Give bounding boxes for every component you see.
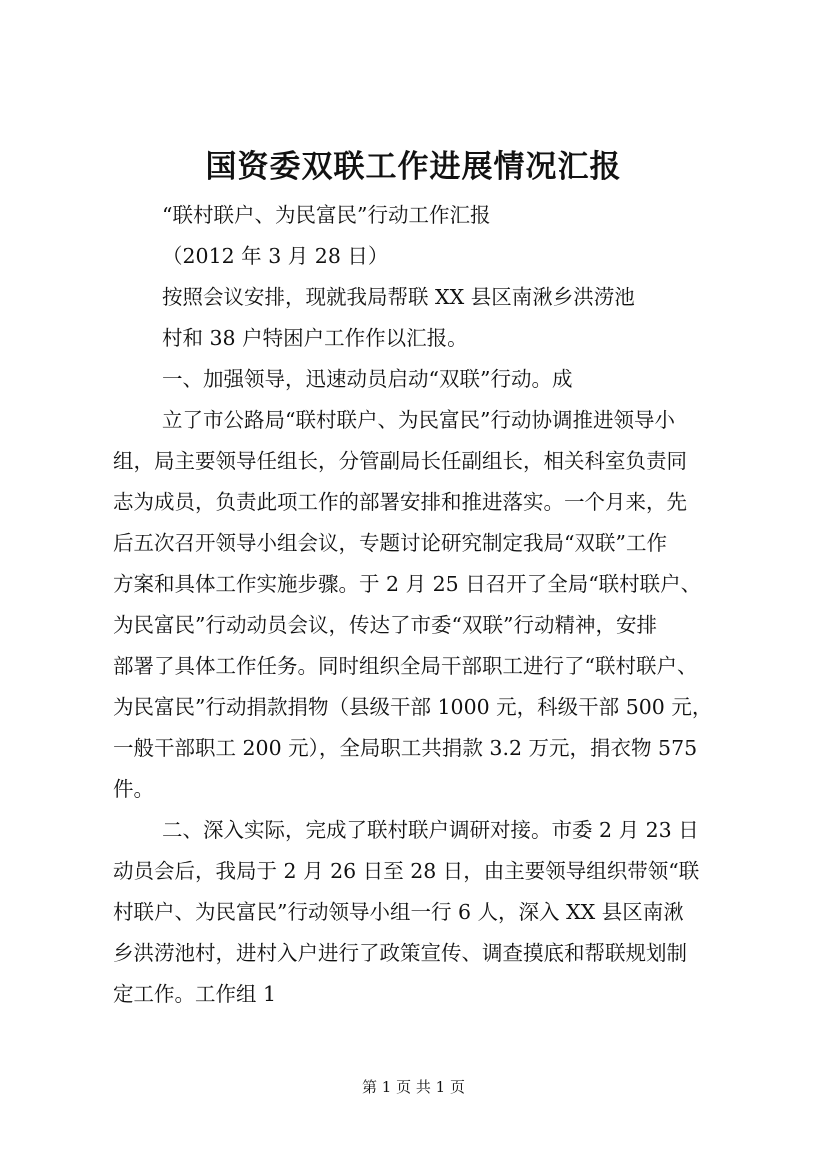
page-footer: 第 1 页 共 1 页 (362, 1078, 465, 1096)
text-line: 乡洪涝池村，进村入户进行了政策宣传、调查摸底和帮联规划制 (113, 941, 687, 965)
section-heading-2: 二、深入实际，完成了联村联户调研对接。市委 2 月 23 日 (162, 818, 699, 842)
text-line: 方案和具体工作实施步骤。于 2 月 25 日召开了全局“联村联户、 (113, 572, 702, 596)
text-line: 组，局主要领导任组长，分管副局长任副组长，相关科室负责同 (113, 449, 687, 473)
text-line: 志为成员，负责此项工作的部署安排和推进落实。一个月来，先 (113, 490, 687, 514)
text-line: 动员会后，我局于 2 月 26 日至 28 日，由主要领导组织带领“联 (113, 859, 700, 883)
text-line: 为民富民”行动动员会议，传达了市委“双联”行动精神，安排 (113, 613, 657, 637)
text-line: 村和 38 户特困户工作作以汇报。 (162, 326, 468, 350)
text-line: 村联户、为民富民”行动领导小组一行 6 人，深入 XX 县区南湫 (113, 900, 684, 924)
text-line: 件。 (113, 777, 154, 801)
text-line: 立了市公路局“联村联户、为民富民”行动协调推进领导小 (162, 408, 675, 432)
date-line: （2012 年 3 月 28 日） (162, 244, 389, 268)
document-title: 国资委双联工作进展情况汇报 (205, 149, 622, 185)
text-line: 为民富民”行动捐款捐物（县级干部 1000 元，科级干部 500 元， (113, 695, 713, 719)
section-heading-1: 一、加强领导，迅速动员启动“双联”行动。成 (162, 367, 573, 391)
subtitle-line: “联村联户、为民富民”行动工作汇报 (162, 203, 491, 227)
text-line: 一般干部职工 200 元），全局职工共捐款 3.2 万元，捐衣物 575 (113, 736, 698, 760)
text-line: 按照会议安排，现就我局帮联 XX 县区南湫乡洪涝池 (162, 285, 635, 309)
text-line: 定工作。工作组 1 (113, 982, 277, 1006)
text-line: 后五次召开领导小组会议，专题讨论研究制定我局“双联”工作 (113, 531, 667, 555)
text-line: 部署了具体工作任务。同时组织全局干部职工进行了“联村联户、 (113, 654, 698, 678)
